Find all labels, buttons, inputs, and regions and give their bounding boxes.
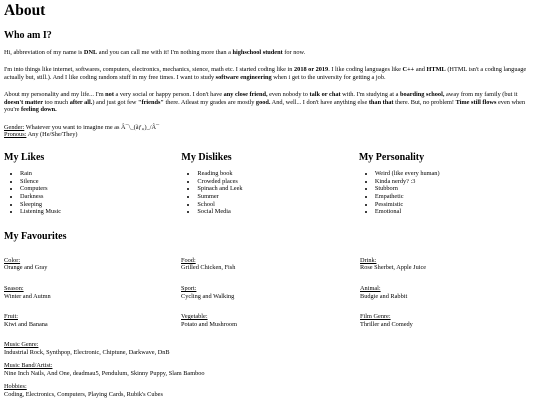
pronouns-line <box>4 131 536 139</box>
favourites-grid <box>4 257 536 328</box>
gender-line <box>4 124 536 132</box>
favourite-film-genre: Film Genre: Thriller and Comedy <box>360 313 413 328</box>
list-item: • Social Media <box>197 208 358 216</box>
favourites-heading: My Favourites <box>4 230 67 242</box>
favourite-music-band: Music Band/Artist: Nine Inch Nails, And One, deadmau5, Pendulum, Skinny Puppy, Slam Bamboo <box>4 362 205 377</box>
intro-paragraph: Hi, abbreviation of my name is DNL and you can call me with it! I'm nothing more than a highschool student for now. <box>4 48 306 56</box>
favourite-hobbies: Hobbies: Coding, Electronics, Computers, Playing Cards, Rubik's Cubes <box>4 383 163 398</box>
list-item: • Emotional <box>375 208 536 216</box>
likes-section <box>4 153 181 216</box>
favourite-drink: Drink: Rose Sherbet, Apple Juice <box>360 256 427 272</box>
dislikes-section <box>181 153 358 216</box>
list-item: • Rain <box>20 170 181 178</box>
likes-heading: My Likes <box>4 151 45 163</box>
personality-section <box>359 153 536 216</box>
interests-paragraph: I'm into things like internet, softwares, computers, electronics, mechanics, sience, math etc. I started coding like in 2018 or 2019. I like coding languages like C++ and HTML (HTML isn't a coding language actually but, still.). And I like coding random stuff in my free times. I want to study software engineering when i get to the university for getting a job. <box>4 66 527 81</box>
who-am-i-heading: Who am I? <box>4 29 52 41</box>
dislikes-heading: My Dislikes <box>181 151 232 163</box>
likes-list <box>4 170 181 216</box>
favourite-season: Season: Winter and Autmn <box>4 285 51 300</box>
pronouns-label: Pronous: <box>4 131 27 139</box>
gender-value: Whatever you want to imagine me as Â¯\_(ãƒ„)_/Â¯ <box>24 123 160 131</box>
favourite-music-genre: Music Genre: Industrial Rock, Synthpop, Electronic, Chiptune, Darkwave, DnB <box>4 341 170 356</box>
gender-label: Gender: <box>4 123 25 131</box>
list-item: • Silence <box>20 178 181 186</box>
list-item: • Weird (like every human) <box>375 170 536 178</box>
favourite-food: Food: Grilled Chicken, Fish <box>181 256 236 272</box>
list-item: • Summer <box>197 193 358 201</box>
list-item: • Sleeping <box>20 201 181 209</box>
favourite-animal: Animal: Budgie and Rabbit <box>360 285 408 300</box>
personality-list <box>359 170 536 216</box>
list-item: • Reading book <box>197 170 358 178</box>
list-item: • Listening Music <box>20 208 181 216</box>
page-title: About <box>4 2 46 19</box>
pronouns-value: Any (He/She/They) <box>26 131 78 139</box>
list-item: • Kinda nerdy? :3 <box>375 178 536 186</box>
favourite-sport: Sport: Cycling and Walking <box>181 285 235 300</box>
list-item: • Empathetic <box>375 193 536 201</box>
personality-heading: My Personality <box>358 151 425 163</box>
lists-row <box>4 153 536 216</box>
favourite-vegetable: Vegetable: Potato and Mushroom <box>181 313 237 328</box>
favourite-fruit: Fruit: Kiwi and Banana <box>4 313 48 328</box>
list-item: • Stubborn <box>375 185 536 193</box>
list-item: • Computers <box>20 185 181 193</box>
list-item: • Crowded places <box>197 178 358 186</box>
list-item: • Pessimistic <box>375 201 536 209</box>
favourite-color: Color: Orange and Gray <box>4 256 48 272</box>
list-item: • School <box>197 201 358 209</box>
dislikes-list <box>181 170 358 216</box>
list-item: • Darkness <box>20 193 181 201</box>
list-item: • Spinach and Leek <box>197 185 358 193</box>
personality-paragraph: About my personality and my life... I'm not a very social or happy person. I don't have any close friend, even nobody to talk or chat with. I'm studying at a boarding school, away from my family (but it doesn't matter too much after all.) and just got few "friends" there. Atleast my grades are mostly good. And, well... I don't have anything else than that there. But, no problem! Time still flows even when you're feeling down. <box>4 91 526 114</box>
